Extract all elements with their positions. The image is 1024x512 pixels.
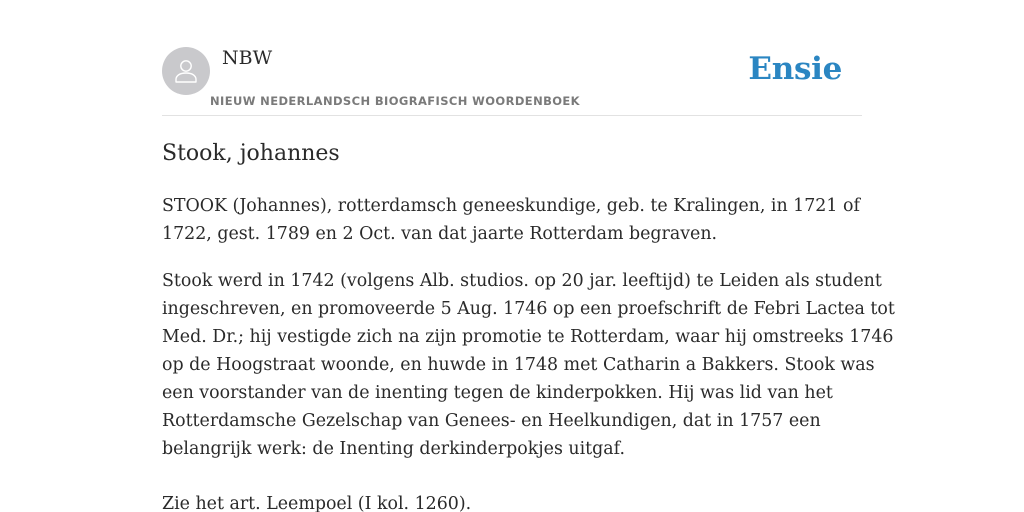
paragraph-line: Rotterdamsche Gezelschap van Genees- en Heelkundigen, dat in 1757 een (162, 411, 821, 431)
paragraph-line: STOOK (Johannes), rotterdamsch geneeskundige, geb. te Kralingen, in 1721 of (162, 196, 860, 216)
user-icon (171, 56, 201, 86)
avatar[interactable] (162, 47, 210, 95)
paragraph-line: Med. Dr.; hij vestigde zich na zijn promotie te Rotterdam, waar hij omstreeks 1746 (162, 327, 894, 347)
paragraph-line: een voorstander van de inenting tegen de kinderpokken. Hij was lid van het (162, 383, 833, 403)
paragraph-line: op de Hoogstraat woonde, en huwde in 1748 met Catharin a Bakkers. Stook was (162, 355, 875, 375)
paragraph-line: Stook werd in 1742 (volgens Alb. studios. op 20 jar. leeftijd) te Leiden als student (162, 271, 882, 291)
article-paragraph-2 (162, 267, 895, 463)
paragraph-line: belangrijk werk: de Inenting derkinderpokjes uitgaf. (162, 439, 626, 459)
article-container (162, 0, 895, 512)
source-name[interactable]: NBW (222, 47, 273, 69)
page-title: Stook, johannes (162, 141, 340, 166)
article-paragraph-3: Zie het art. Leempoel (I kol. 1260). (162, 494, 472, 512)
source-subtitle: NIEUW NEDERLANDSCH BIOGRAFISCH WOORDENBOEK (210, 94, 580, 108)
article-paragraph-1 (162, 192, 862, 248)
ensie-logo-link[interactable]: Ensie (748, 51, 842, 87)
source-header (162, 0, 862, 116)
paragraph-line: 1722, gest. 1789 en 2 Oct. van dat jaarte Rotterdam begraven. (162, 224, 718, 244)
paragraph-line: ingeschreven, en promoveerde 5 Aug. 1746 op een proefschrift de Febri Lactea tot (162, 299, 895, 319)
